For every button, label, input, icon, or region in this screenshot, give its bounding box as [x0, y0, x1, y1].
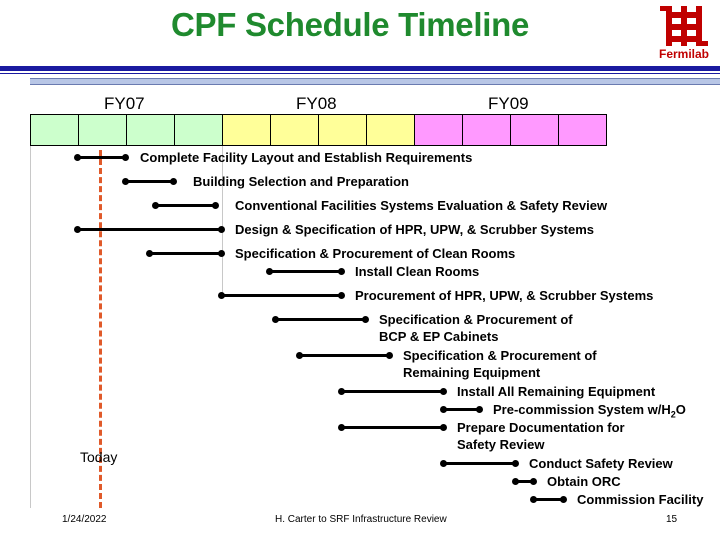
task-start-dot — [272, 316, 279, 323]
fy08-q2-cell — [270, 114, 319, 146]
guide-line — [30, 146, 31, 508]
task-label-line: Safety Review — [457, 437, 545, 452]
task-bar — [300, 354, 390, 357]
fy09-q4-cell — [558, 114, 607, 146]
task-label — [457, 419, 625, 453]
task-start-dot — [440, 460, 447, 467]
fy07-q2-cell — [78, 114, 127, 146]
task-label: Install All Remaining Equipment — [457, 384, 656, 399]
fy08-q4-cell — [366, 114, 415, 146]
task-end-dot — [440, 388, 447, 395]
task-end-dot — [386, 352, 393, 359]
task-label-line: Specification & Procurement of — [379, 312, 573, 327]
task-start-dot — [440, 406, 447, 413]
task-bar — [156, 204, 216, 207]
task-start-dot — [296, 352, 303, 359]
task-label: Specification & Procurement of Clean Rooms — [235, 246, 516, 261]
task-end-dot — [338, 292, 345, 299]
header-rule — [0, 66, 720, 71]
task-bar — [78, 228, 222, 231]
fy09-q1-cell — [414, 114, 463, 146]
task-label: Building Selection and Preparation — [193, 174, 409, 189]
task-end-dot — [530, 478, 537, 485]
task-label-text: Pre-commission System w/H — [493, 402, 671, 417]
fy08-q3-cell — [318, 114, 367, 146]
task-start-dot — [122, 178, 129, 185]
fy09-label: FY09 — [488, 94, 529, 113]
task-end-dot — [218, 226, 225, 233]
fy07-q4-cell — [174, 114, 223, 146]
fy08-label: FY08 — [296, 94, 337, 113]
logo-text: Fermilab — [658, 47, 709, 61]
task-end-dot — [476, 406, 483, 413]
task-label: Obtain ORC — [547, 474, 621, 489]
task-end-dot — [512, 460, 519, 467]
task-label: Conduct Safety Review — [529, 456, 673, 471]
task-bar — [276, 318, 366, 321]
task-end-dot — [560, 496, 567, 503]
task-start-dot — [338, 424, 345, 431]
task-label-line: BCP & EP Cabinets — [379, 329, 499, 344]
task-start-dot — [218, 292, 225, 299]
task-start-dot — [74, 154, 81, 161]
task-label: Install Clean Rooms — [355, 264, 480, 279]
task-label-line: Remaining Equipment — [403, 365, 541, 380]
task-label-subscript: 2 — [670, 409, 676, 420]
task-end-dot — [338, 268, 345, 275]
task-bar — [342, 426, 444, 429]
task-label — [403, 347, 597, 381]
task-end-dot — [440, 424, 447, 431]
footer-center-text: H. Carter to SRF Infrastructure Review — [275, 514, 447, 525]
header-rule-thin — [0, 73, 720, 74]
task-end-dot — [170, 178, 177, 185]
task-start-dot — [266, 268, 273, 275]
task-start-dot — [338, 388, 345, 395]
task-end-dot — [362, 316, 369, 323]
task-start-dot — [530, 496, 537, 503]
guide-line — [222, 146, 223, 296]
task-start-dot — [146, 250, 153, 257]
task-label: Design & Specification of HPR, UPW, & Scrubber Systems — [235, 222, 595, 237]
task-end-dot — [218, 250, 225, 257]
task-bar — [444, 462, 516, 465]
fy08-q1-cell — [222, 114, 271, 146]
timeline-band — [30, 78, 720, 85]
fy07-label: FY07 — [104, 94, 145, 113]
page-number: 15 — [666, 514, 678, 525]
task-start-dot — [74, 226, 81, 233]
task-label-text: O — [675, 402, 686, 417]
fy09-q3-cell — [510, 114, 559, 146]
task-start-dot — [152, 202, 159, 209]
page-title: CPF Schedule Timeline — [170, 6, 530, 43]
task-bar — [78, 156, 126, 159]
task-label: Conventional Facilities Systems Evaluation & Safety Review — [235, 198, 608, 213]
fy09-q2-cell — [462, 114, 511, 146]
task-bar — [222, 294, 342, 297]
task-bar — [444, 408, 480, 411]
task-label: Complete Facility Layout and Establish Requirements — [140, 150, 473, 165]
task-label: Commission Facility — [577, 492, 704, 507]
footer-date: 1/24/2022 — [62, 514, 107, 525]
task-bar — [150, 252, 222, 255]
task-bar — [270, 270, 342, 273]
task-bar — [342, 390, 444, 393]
task-label-line: Prepare Documentation for — [457, 420, 625, 435]
task-end-dot — [122, 154, 129, 161]
task-label — [379, 311, 573, 345]
task-start-dot — [512, 478, 519, 485]
task-label: Procurement of HPR, UPW, & Scrubber Systems — [355, 288, 654, 303]
fy07-q3-cell — [126, 114, 175, 146]
task-end-dot — [212, 202, 219, 209]
today-label: Today — [80, 449, 118, 465]
task-bar — [126, 180, 174, 183]
task-label-line: Specification & Procurement of — [403, 348, 597, 363]
fy07-q1-cell — [30, 114, 79, 146]
